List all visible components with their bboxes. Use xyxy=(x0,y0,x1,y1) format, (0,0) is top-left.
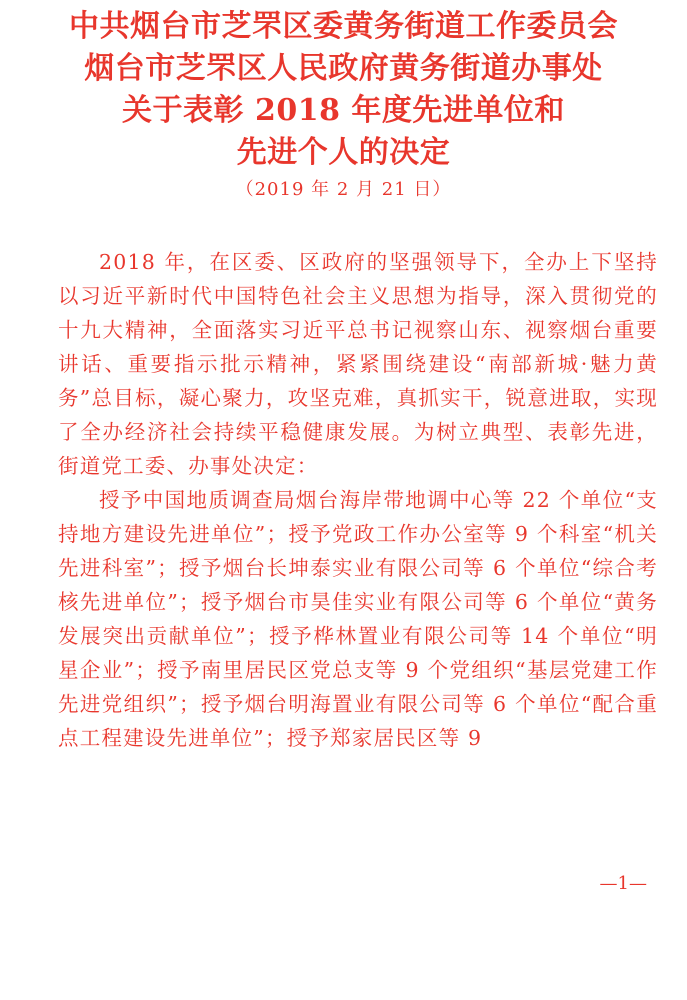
title-line-1: 中共烟台市芝罘区委黄务街道工作委员会 xyxy=(69,9,618,44)
body-paragraph-2: 授予中国地质调查局烟台海岸带地调中心等 22 个单位“支持地方建设先进单位”；授予党政工作办公室等 9 个科室“机关先进科室”；授予烟台长坤泰实业有限公司等 6 个单位“综合考核先进单位”；授予烟台市昊佳实业有限公司等 6 个单位“黄务发展突出贡献单位”；授予桦林置业有限公司等 14 个单位“明星企业”；授予南里居民区党总支等 9 个党组织“基层党建工作先进党组织”；授予烟台明海置业有限公司等 6 个单位“配合重点工程建设先进单位”；授予郑家居民区等 9 xyxy=(58,488,658,750)
document-date: （2019 年 2 月 21 日） xyxy=(235,179,452,200)
title-line-3: 关于表彰 2018 年度先进单位和 xyxy=(122,93,565,128)
document-title xyxy=(0,6,687,174)
document-body xyxy=(58,245,658,755)
title-line-4: 先进个人的决定 xyxy=(236,135,451,170)
page-number: —1— xyxy=(599,873,647,894)
title-line-2: 烟台市芝罘区人民政府黄务街道办事处 xyxy=(84,51,603,86)
body-paragraph-1: 2018 年，在区委、区政府的坚强领导下，全办上下坚持以习近平新时代中国特色社会主义思想为指导，深入贯彻党的十九大精神，全面落实习近平总书记视察山东、视察烟台重要讲话、重要指示批示精神，紧紧围绕建设“南部新城·魅力黄务”总目标，凝心聚力，攻坚克难，真抓实干，锐意进取，实现了全办经济社会持续平稳健康发展。为树立典型、表彰先进，街道党工委、办事处决定： xyxy=(58,250,658,478)
